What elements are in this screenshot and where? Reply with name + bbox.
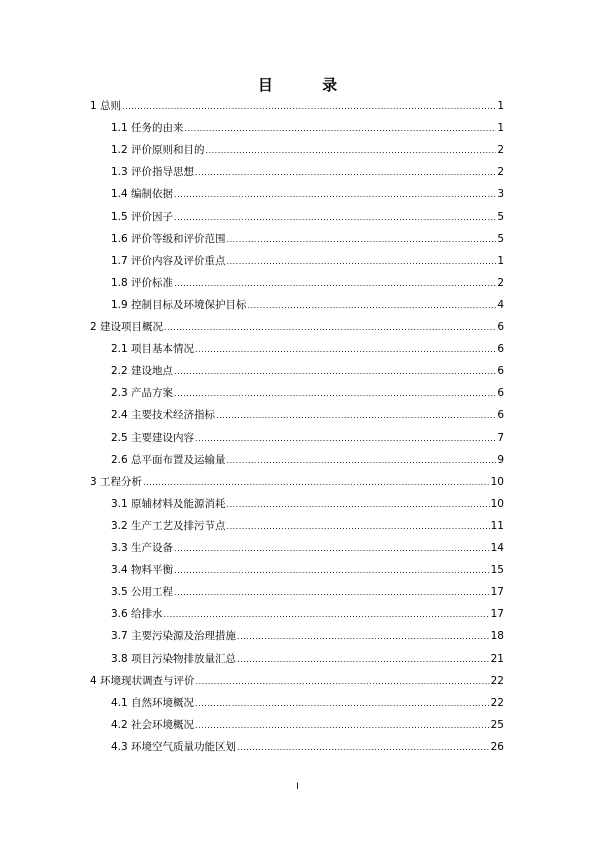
toc-entry-title: 4.2 社会环境概况 — [111, 718, 195, 731]
toc-entry-page: 5 — [497, 232, 504, 245]
toc-entry-page: 6 — [497, 343, 504, 356]
toc-entry-title: 1.9 控制目标及环境保护目标 — [111, 298, 247, 311]
toc-entry-page: 6 — [497, 365, 504, 378]
toc-leader-dots — [206, 141, 497, 160]
toc-entry-page: 21 — [490, 652, 504, 665]
toc-entry-page: 7 — [497, 431, 504, 444]
toc-entry[interactable] — [111, 252, 504, 270]
toc-leader-dots — [195, 429, 496, 448]
toc-leader-dots — [185, 119, 497, 138]
toc-entry[interactable] — [111, 451, 504, 469]
toc-leader-dots — [164, 605, 490, 624]
toc-entry[interactable] — [111, 185, 504, 203]
toc-entry[interactable] — [111, 274, 504, 292]
toc-entry-page: 1 — [497, 254, 504, 267]
toc-entry-page: 17 — [490, 608, 504, 621]
toc-entry-title: 3.8 项目污染物排放量汇总 — [111, 652, 237, 665]
toc-leader-dots — [237, 650, 490, 669]
toc-entry-title: 2.3 产品方案 — [111, 387, 174, 400]
toc-entry[interactable] — [111, 694, 504, 712]
toc-entry[interactable] — [111, 517, 504, 535]
toc-entry-page: 6 — [497, 409, 504, 422]
toc-leader-dots — [227, 230, 497, 249]
toc-entry[interactable] — [90, 318, 504, 336]
toc-entry-page: 2 — [497, 166, 504, 179]
toc-entry[interactable] — [90, 473, 504, 491]
toc-entry-title: 4 环境现状调查与评价 — [90, 674, 195, 687]
toc-entry-title: 1.1 任务的由来 — [111, 122, 184, 135]
toc-entry-title: 2.1 项目基本情况 — [111, 343, 195, 356]
toc-entry-page: 6 — [497, 387, 504, 400]
toc-entry-title: 3.5 公用工程 — [111, 586, 174, 599]
toc-leader-dots — [237, 738, 490, 757]
toc-leader-dots — [174, 185, 496, 204]
toc-entry-title: 2.6 总平面布置及运输量 — [111, 453, 226, 466]
toc-entry-title: 1.8 评价标准 — [111, 276, 174, 289]
toc-entry-page: 2 — [497, 276, 504, 289]
toc-entry-title: 3.7 主要污染源及治理措施 — [111, 630, 237, 643]
toc-entry-page: 1 — [497, 100, 504, 112]
toc-entry-page: 18 — [490, 630, 504, 643]
toc-entry-page: 1 — [497, 122, 504, 135]
page-number: I — [296, 782, 299, 792]
toc-entry[interactable] — [111, 296, 504, 314]
toc-entry-title: 1.7 评价内容及评价重点 — [111, 254, 226, 267]
toc-entry[interactable] — [111, 406, 504, 424]
toc-entry-title: 3.3 生产设备 — [111, 542, 174, 554]
toc-entry-title: 2 建设项目概况 — [90, 321, 164, 333]
toc-entry-title: 3.6 给排水 — [111, 608, 163, 621]
toc-entry[interactable] — [111, 163, 504, 181]
toc-leader-dots — [122, 97, 496, 116]
toc-entry-title: 2.2 建设地点 — [111, 365, 174, 378]
toc-leader-dots — [174, 362, 496, 381]
toc-entry[interactable] — [90, 97, 504, 115]
toc-entry-page: 2 — [497, 144, 504, 157]
toc-leader-dots — [174, 539, 490, 558]
toc-entry-title: 1.5 评价因子 — [111, 210, 174, 223]
toc-leader-dots — [143, 473, 490, 492]
toc-leader-dots — [195, 340, 496, 359]
toc-entry-title: 2.5 主要建设内容 — [111, 431, 195, 444]
toc-entry-title: 3.2 生产工艺及排污节点 — [111, 519, 226, 532]
toc-entry[interactable] — [111, 362, 504, 380]
toc-leader-dots — [164, 318, 496, 337]
toc-entry-page: 25 — [490, 718, 504, 731]
toc-entry[interactable] — [111, 650, 504, 668]
toc-leader-dots — [195, 694, 490, 713]
toc-leader-dots — [195, 716, 490, 735]
toc-leader-dots — [248, 296, 497, 315]
toc-entry[interactable] — [111, 384, 504, 402]
toc-leader-dots — [227, 451, 497, 470]
toc-entry[interactable] — [111, 716, 504, 734]
toc-entry[interactable] — [111, 605, 504, 623]
toc-leader-dots — [174, 583, 490, 602]
toc-entry-page: 10 — [490, 497, 504, 510]
toc-entry[interactable] — [111, 495, 504, 513]
toc-entry-page: 14 — [490, 542, 504, 554]
toc-entry-title: 3.4 物料平衡 — [111, 564, 174, 577]
toc-entry-page: 11 — [490, 519, 504, 532]
toc-entry-page: 6 — [497, 321, 504, 333]
toc-entry-title: 1.2 评价原则和目的 — [111, 144, 205, 157]
toc-entry-page: 22 — [490, 674, 504, 687]
toc-entry[interactable] — [111, 119, 504, 137]
toc-entry-page: 26 — [490, 740, 504, 753]
toc-entry-page: 3 — [497, 188, 504, 201]
toc-entry-title: 2.4 主要技术经济指标 — [111, 409, 216, 422]
toc-leader-dots — [196, 672, 490, 691]
toc-entry[interactable] — [111, 340, 504, 358]
toc-entry-page: 22 — [490, 696, 504, 709]
toc-leader-dots — [227, 517, 490, 536]
toc-entry-title: 1.4 编制依据 — [111, 188, 174, 201]
toc-leader-dots — [216, 406, 496, 425]
toc-entry-page: 15 — [490, 564, 504, 577]
toc-leader-dots — [227, 495, 490, 514]
toc-entry[interactable] — [111, 230, 504, 248]
toc-leader-dots — [227, 252, 497, 271]
toc-entry-page: 4 — [497, 298, 504, 311]
toc-entry[interactable] — [111, 583, 504, 601]
toc-entry-page: 10 — [490, 475, 504, 488]
toc-entry-page: 17 — [490, 586, 504, 599]
toc-entry-title: 4.1 自然环境概况 — [111, 696, 195, 709]
page-title: 目 录 — [257, 76, 360, 94]
toc-entry-title: 1 总则 — [90, 100, 122, 112]
toc-entry[interactable] — [111, 738, 504, 756]
toc-entry-page: 9 — [497, 453, 504, 466]
toc-leader-dots — [237, 627, 490, 646]
toc-entry[interactable] — [111, 208, 504, 226]
toc-entry-page: 5 — [497, 210, 504, 223]
toc-leader-dots — [174, 561, 490, 580]
toc-entry[interactable] — [111, 539, 504, 557]
toc-entry-title: 3 工程分析 — [90, 475, 143, 488]
toc-leader-dots — [174, 384, 496, 403]
toc-entry-title: 1.3 评价指导思想 — [111, 166, 195, 179]
toc-entry[interactable] — [111, 627, 504, 645]
toc-entry-title: 4.3 环境空气质量功能区划 — [111, 740, 237, 753]
toc-leader-dots — [174, 274, 496, 293]
toc-entry-title: 3.1 原辅材料及能源消耗 — [111, 497, 226, 510]
toc-entry-title: 1.6 评价等级和评价范围 — [111, 232, 226, 245]
toc-entry[interactable] — [111, 429, 504, 447]
toc-entry[interactable] — [90, 672, 504, 690]
toc-leader-dots — [174, 208, 496, 227]
toc-entry[interactable] — [111, 561, 504, 579]
toc-entry[interactable] — [111, 141, 504, 159]
toc-leader-dots — [195, 163, 496, 182]
